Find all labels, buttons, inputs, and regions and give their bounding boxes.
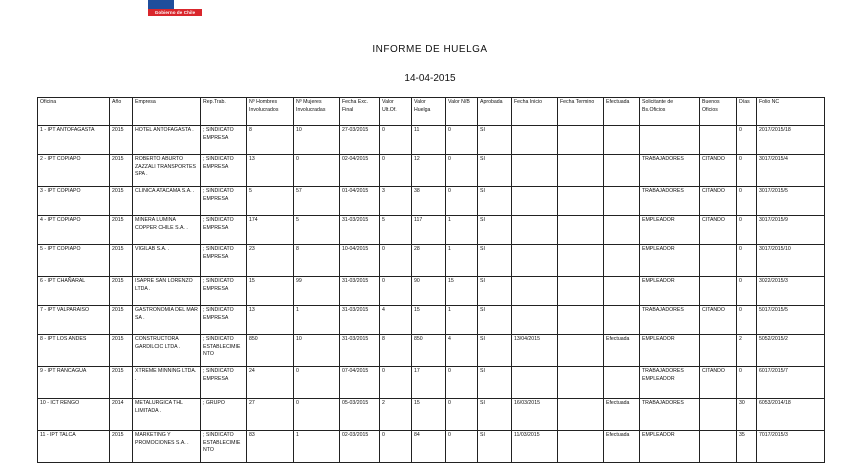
table-cell [604, 367, 640, 399]
table-cell [512, 216, 558, 245]
table-cell: XTREME MINNING LTDA. . [133, 367, 201, 399]
table-cell [558, 245, 604, 277]
table-cell: SI [478, 187, 512, 216]
table-cell: 0 [737, 126, 757, 155]
table-cell: EMPLEADOR [640, 216, 700, 245]
column-header: Valor Huelga [412, 98, 446, 126]
table-cell: METALURGICA THL LIMITADA . [133, 399, 201, 431]
report-date: 14-04-2015 [404, 73, 456, 84]
table-body [38, 126, 825, 463]
table-cell: 10 [294, 335, 340, 367]
table-cell: SI [478, 155, 512, 187]
table-cell: 31-03/2015 [340, 306, 380, 335]
table-cell: 31-03/2015 [340, 277, 380, 306]
table-cell: 2015 [110, 367, 133, 399]
table-cell: 5 [380, 216, 412, 245]
table-cell: 13 [247, 306, 294, 335]
table-cell: SI [478, 216, 512, 245]
table-cell: 3 [380, 187, 412, 216]
column-header: Valor N/B [446, 98, 478, 126]
table-cell [700, 431, 737, 463]
table-cell: Efectuada [604, 399, 640, 431]
table-row [38, 155, 825, 187]
table-cell: 6053/2014/18 [757, 399, 825, 431]
column-header: Fecha Exc. Final [340, 98, 380, 126]
table-cell: 90 [412, 277, 446, 306]
table-cell: ; SINDICATO EMPRESA [201, 216, 247, 245]
table-cell: 10 - ICT RENGO [38, 399, 110, 431]
table-cell: 2015 [110, 431, 133, 463]
table-cell: 0 [380, 367, 412, 399]
table-cell: 02-04/2015 [340, 155, 380, 187]
column-header: Nº Mujeres Involucradas [294, 98, 340, 126]
table-cell [604, 155, 640, 187]
table-cell: 0 [737, 216, 757, 245]
table-cell: SI [478, 277, 512, 306]
table-cell [604, 126, 640, 155]
table-cell: 1 [294, 306, 340, 335]
table-cell: 10-04/2015 [340, 245, 380, 277]
table-cell: 0 [294, 399, 340, 431]
table-cell [700, 399, 737, 431]
header-row [38, 98, 825, 126]
table-cell: MINERA LUMINA COPPER CHILE S.A. . [133, 216, 201, 245]
table-cell: 15 [412, 306, 446, 335]
table-cell: 4 - IPT COPIAPO [38, 216, 110, 245]
table-cell: 4 [446, 335, 478, 367]
table-cell: 2015 [110, 306, 133, 335]
table-cell: 3017/2015/5 [757, 187, 825, 216]
table-cell: 0 [737, 367, 757, 399]
table-cell: 2015 [110, 277, 133, 306]
table-cell [558, 155, 604, 187]
table-cell: 1 [446, 306, 478, 335]
table-row [38, 277, 825, 306]
table-cell: TRABAJADORES [640, 187, 700, 216]
table-cell: 0 [446, 399, 478, 431]
table-cell: CITANDO [700, 155, 737, 187]
table-cell: ; SINDICATO ESTABLECIMIENTO [201, 431, 247, 463]
table-cell: 2015 [110, 245, 133, 277]
table-cell [700, 126, 737, 155]
table-cell: 11 - IPT TALCA [38, 431, 110, 463]
column-header: Nº Hombres Involucrados [247, 98, 294, 126]
table-cell: 5052/2015/2 [757, 335, 825, 367]
table-row [38, 216, 825, 245]
table-cell: EMPLEADOR [640, 431, 700, 463]
table-cell: TRABAJADORES [640, 306, 700, 335]
table-cell [700, 245, 737, 277]
table-cell: ISAPRE SAN LORENZO LTDA . [133, 277, 201, 306]
column-header: Solicitante de Bs.Oficios [640, 98, 700, 126]
table-cell: Efectuada [604, 335, 640, 367]
table-cell: SI [478, 431, 512, 463]
column-header: Oficina [38, 98, 110, 126]
table-cell: 15 [412, 399, 446, 431]
table-cell: CITANDO [700, 367, 737, 399]
table-row [38, 126, 825, 155]
table-cell [558, 306, 604, 335]
table-cell [604, 216, 640, 245]
table-cell: ; SINDICATO EMPRESA [201, 306, 247, 335]
table-cell [512, 187, 558, 216]
table-cell: SI [478, 245, 512, 277]
table-cell [640, 126, 700, 155]
table-cell: 6 - IPT CHAÑARAL [38, 277, 110, 306]
table-cell: ; SINDICATO EMPRESA [201, 245, 247, 277]
table-cell: 9 - IPT RANCAGUA [38, 367, 110, 399]
column-header: Aprobada [478, 98, 512, 126]
table-cell: Efectuada [604, 431, 640, 463]
table-cell: 3017/2015/10 [757, 245, 825, 277]
table-cell: 12 [412, 155, 446, 187]
table-cell: 2015 [110, 155, 133, 187]
table-cell: 38 [412, 187, 446, 216]
column-header: Folio NC [757, 98, 825, 126]
table-cell: 31-03/2015 [340, 335, 380, 367]
table-cell: 0 [737, 155, 757, 187]
table-cell: 15 [446, 277, 478, 306]
table-cell: 850 [412, 335, 446, 367]
table-cell: ; SINDICATO EMPRESA [201, 367, 247, 399]
table-cell: 2015 [110, 126, 133, 155]
table-cell [558, 216, 604, 245]
table-cell: ; SINDICATO EMPRESA [201, 277, 247, 306]
table-cell: SI [478, 399, 512, 431]
table-cell: 5 [247, 187, 294, 216]
table-row [38, 399, 825, 431]
column-header: Rep.Trab. [201, 98, 247, 126]
table-cell [558, 335, 604, 367]
table-cell: 83 [247, 431, 294, 463]
table-cell: 0 [294, 155, 340, 187]
table-cell: 35 [737, 431, 757, 463]
table-cell: 99 [294, 277, 340, 306]
table-row [38, 245, 825, 277]
table-cell [512, 245, 558, 277]
table-cell: TRABAJADORES [640, 155, 700, 187]
logo-red-band: Gobierno de Chile [148, 9, 202, 16]
table-header [38, 98, 825, 126]
table-cell: 1 [446, 245, 478, 277]
table-cell: 0 [380, 126, 412, 155]
table-cell [558, 277, 604, 306]
logo-blue-block [148, 0, 174, 9]
table-cell: TRABAJADORES [640, 399, 700, 431]
table-cell: 3017/2015/9 [757, 216, 825, 245]
table-cell [700, 335, 737, 367]
table-cell: 28 [412, 245, 446, 277]
table-cell: 17 [412, 367, 446, 399]
table-cell: 0 [380, 431, 412, 463]
table-cell: EMPLEADOR [640, 277, 700, 306]
table-cell: 15 [247, 277, 294, 306]
table-cell: 174 [247, 216, 294, 245]
table-cell: 8 [380, 335, 412, 367]
table-cell [558, 187, 604, 216]
table-cell: ; GRUPO [201, 399, 247, 431]
table-cell: 2015 [110, 335, 133, 367]
table-cell [558, 431, 604, 463]
table-cell: 0 [446, 187, 478, 216]
table-cell: HOTEL ANTOFAGASTA . [133, 126, 201, 155]
table-cell: 10 [294, 126, 340, 155]
table-cell [512, 126, 558, 155]
table-cell: 0 [737, 187, 757, 216]
report-title: INFORME DE HUELGA [372, 44, 488, 55]
table-cell: 23 [247, 245, 294, 277]
table-cell: SI [478, 367, 512, 399]
table-cell: 0 [446, 431, 478, 463]
table-cell: 0 [446, 155, 478, 187]
table-cell [604, 306, 640, 335]
table-cell: 2 [737, 335, 757, 367]
column-header: Fecha Inicio [512, 98, 558, 126]
table-cell: 0 [380, 155, 412, 187]
table-cell: 5017/2015/5 [757, 306, 825, 335]
table-cell: 27 [247, 399, 294, 431]
table-cell: 3017/2015/4 [757, 155, 825, 187]
table-cell [604, 245, 640, 277]
table-cell: 31-03/2015 [340, 216, 380, 245]
table-cell: 2014 [110, 399, 133, 431]
table-cell [604, 277, 640, 306]
table-cell: 02-03/2015 [340, 431, 380, 463]
column-header: Año [110, 98, 133, 126]
table-cell: 117 [412, 216, 446, 245]
table-cell: ; SINDICATO EMPRESA [201, 155, 247, 187]
table-cell: ; SINDICATO EMPRESA [201, 126, 247, 155]
table-row [38, 306, 825, 335]
table-cell: 30 [737, 399, 757, 431]
table-cell: 0 [380, 245, 412, 277]
table-cell: ROBERTO ABURTO ZAZZALI TRANSPORTES SPA . [133, 155, 201, 187]
table-cell: 2015 [110, 187, 133, 216]
table-cell: 2 [380, 399, 412, 431]
table-cell: 0 [380, 277, 412, 306]
table-cell: CITANDO [700, 306, 737, 335]
table-cell: 8 [247, 126, 294, 155]
table-cell: CITANDO [700, 187, 737, 216]
table-cell: 07-04/2015 [340, 367, 380, 399]
table-cell: 16/03/2015 [512, 399, 558, 431]
gobierno-logo [148, 0, 202, 16]
table-cell: 8 - IPT LOS ANDES [38, 335, 110, 367]
table-cell: 2015 [110, 216, 133, 245]
column-header: Buenos Oficios [700, 98, 737, 126]
table-cell: 7 - IPT VALPARAISO [38, 306, 110, 335]
table-cell: 3022/2015/3 [757, 277, 825, 306]
table-cell: 4 [380, 306, 412, 335]
table-cell: 2017/2015/18 [757, 126, 825, 155]
column-header: Fecha Termino [558, 98, 604, 126]
table-cell: 850 [247, 335, 294, 367]
table-cell: 24 [247, 367, 294, 399]
table-cell [512, 367, 558, 399]
table-cell [604, 187, 640, 216]
table-cell: 0 [737, 277, 757, 306]
table-cell: 7017/2015/3 [757, 431, 825, 463]
table-cell: 13 [247, 155, 294, 187]
table-cell: 05-03/2015 [340, 399, 380, 431]
table-cell: SI [478, 126, 512, 155]
table-cell: 5 - IPT COPIAPO [38, 245, 110, 277]
table-cell: EMPLEADOR [640, 335, 700, 367]
table-cell: 6017/2015/7 [757, 367, 825, 399]
table-cell: 11/03/2015 [512, 431, 558, 463]
table-cell: 0 [446, 367, 478, 399]
table-cell: SI [478, 306, 512, 335]
table-cell: 1 - IPT ANTOFAGASTA [38, 126, 110, 155]
table-cell: EMPLEADOR [640, 245, 700, 277]
table-cell: 01-04/2015 [340, 187, 380, 216]
table-cell: 1 [446, 216, 478, 245]
table-cell: GASTRONOMIA DEL MAR SA . [133, 306, 201, 335]
table-cell [512, 155, 558, 187]
column-header: Empresa [133, 98, 201, 126]
table-cell: ; SINDICATO ESTABLECIMIENTO [201, 335, 247, 367]
table-row [38, 367, 825, 399]
table-cell: 0 [737, 245, 757, 277]
table-cell [700, 277, 737, 306]
table-cell: ; SINDICATO EMPRESA [201, 187, 247, 216]
table-cell: TRABAJADORES EMPLEADOR [640, 367, 700, 399]
table-cell: 27-03/2015 [340, 126, 380, 155]
table-cell: 1 [294, 431, 340, 463]
table-cell: 3 - IPT COPIAPO [38, 187, 110, 216]
column-header: Valor Ult.Of. [380, 98, 412, 126]
table-row [38, 335, 825, 367]
table-cell [558, 367, 604, 399]
table-cell: 0 [737, 306, 757, 335]
table-cell: MARKETING Y PROMOCIONES S.A. . [133, 431, 201, 463]
table-cell: 2 - IPT COPIAPO [38, 155, 110, 187]
table-cell: 5 [294, 216, 340, 245]
column-header: Efectuada [604, 98, 640, 126]
table-cell [558, 399, 604, 431]
table-cell: VIGILAB S.A. . [133, 245, 201, 277]
column-header: Días [737, 98, 757, 126]
table-cell: 11 [412, 126, 446, 155]
table-cell [558, 126, 604, 155]
table-cell: 8 [294, 245, 340, 277]
table-cell: CITANDO [700, 216, 737, 245]
table-cell: CONSTRUCTORA GARDILCIC LTDA . [133, 335, 201, 367]
table-row [38, 187, 825, 216]
table-cell: 84 [412, 431, 446, 463]
table-cell: 0 [446, 126, 478, 155]
table-cell [512, 277, 558, 306]
table-cell: 0 [294, 367, 340, 399]
table-cell: CLINICA ATACAMA S.A. . [133, 187, 201, 216]
strike-report-table [37, 97, 825, 463]
table-cell [512, 306, 558, 335]
table-cell: 57 [294, 187, 340, 216]
table-cell: 13/04/2015 [512, 335, 558, 367]
table-cell: SI [478, 335, 512, 367]
table-row [38, 431, 825, 463]
